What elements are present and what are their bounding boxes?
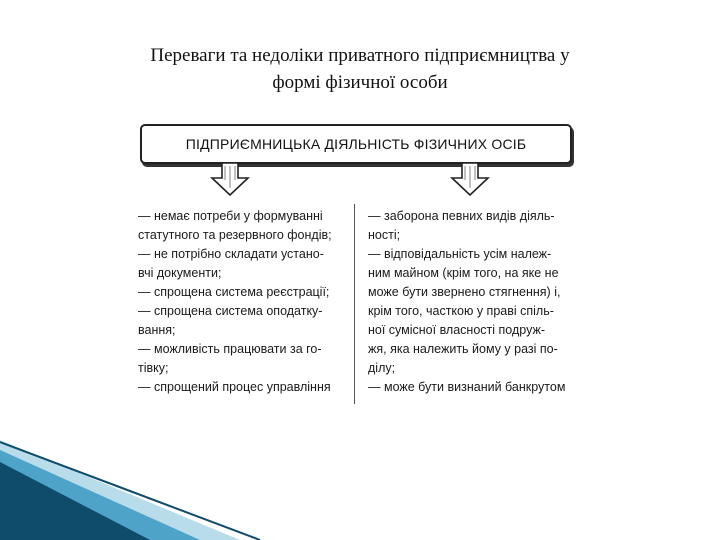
advantage-line: — спрощена система реєстрації; bbox=[138, 285, 330, 299]
diagram-header-box bbox=[140, 124, 572, 164]
advantage-line: вання; bbox=[138, 323, 176, 337]
disadvantage-line: ним майном (крім того, на яке не bbox=[368, 266, 559, 280]
advantage-line: — немає потреби у формуванні bbox=[138, 209, 323, 223]
corner-decoration bbox=[0, 440, 720, 540]
disadvantage-line: — може бути визнаний банкрутом bbox=[368, 380, 566, 394]
advantage-line: — спрощена система оподатку- bbox=[138, 304, 323, 318]
scanned-diagram bbox=[130, 112, 582, 412]
advantage-line: вчі документи; bbox=[138, 266, 222, 280]
slide-title-line-1: Переваги та недоліки приватного підприємництва у bbox=[150, 45, 570, 66]
disadvantages-column bbox=[368, 207, 580, 397]
diagram-header-text: ПІДПРИЄМНИЦЬКА ДІЯЛЬНІСТЬ ФІЗИЧНИХ ОСІБ bbox=[185, 136, 527, 152]
down-arrow-icon-right bbox=[450, 162, 490, 196]
advantage-line: — не потрібно складати устано- bbox=[138, 247, 324, 261]
disadvantage-line: ної сумісної власності подруж- bbox=[368, 323, 545, 337]
down-arrow-icon-left bbox=[210, 162, 250, 196]
advantages-column bbox=[138, 207, 344, 397]
disadvantage-line: ділу; bbox=[368, 361, 396, 375]
disadvantage-line: жя, яка належить йому у разі по- bbox=[368, 342, 558, 356]
advantage-line: — спрощений процес управління bbox=[138, 380, 331, 394]
advantage-line: — можливість працювати за го- bbox=[138, 342, 322, 356]
column-divider bbox=[354, 204, 355, 404]
disadvantage-line: може бути звернено стягнення) і, bbox=[368, 285, 561, 299]
slide-title-line-2: формі фізичної особи bbox=[272, 72, 448, 93]
disadvantage-line: — заборона певних видів діяль- bbox=[368, 209, 555, 223]
disadvantage-line: ності; bbox=[368, 228, 401, 242]
disadvantage-line: крім того, часткою у праві спіль- bbox=[368, 304, 554, 318]
advantage-line: тівку; bbox=[138, 361, 169, 375]
slide-title bbox=[40, 42, 680, 96]
disadvantage-line: — відповідальність усім належ- bbox=[368, 247, 552, 261]
advantage-line: статутного та резервного фондів; bbox=[138, 228, 332, 242]
